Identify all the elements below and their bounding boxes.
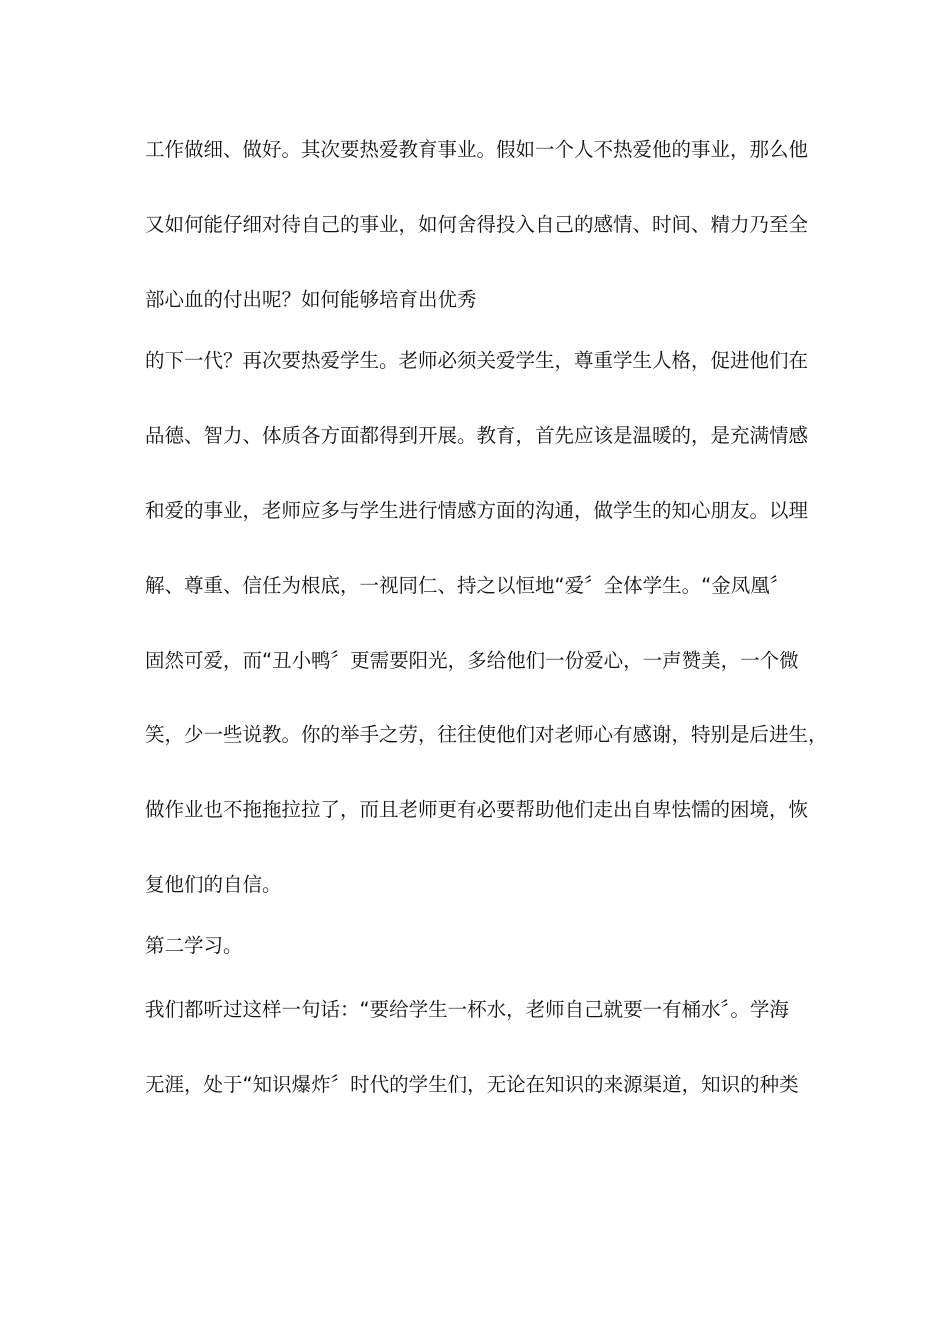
text-line: 品德、智力、体质各方面都得到开展。教育，首先应该是温暖的，是充满情感 — [145, 424, 809, 447]
section-heading: 第二学习。 — [145, 934, 243, 957]
text-line: 解、尊重、信任为根底，一视同仁、持之以恒地“爱〞全体学生。“金凤凰〞 — [145, 574, 790, 597]
text-line: 部心血的付出呢？如何能够培育出优秀 — [145, 288, 477, 311]
text-line: 固然可爱，而“丑小鸭〞更需要阳光，多给他们一份爱心，一声赞美，一个微 — [145, 649, 799, 672]
text-line: 笑，少一些说教。你的举手之劳，往往使他们对老师心有感谢，特别是后进生， — [145, 723, 828, 746]
text-line: 工作做细、做好。其次要热爱教育事业。假如一个人不热爱他的事业，那么他 — [145, 138, 809, 161]
text-line: 做作业也不拖拖拉拉了，而且老师更有必要帮助他们走出自卑怯懦的困境，恢 — [145, 798, 809, 821]
text-line: 和爱的事业，老师应多与学生进行情感方面的沟通，做学生的知心朋友。以理 — [145, 499, 809, 522]
text-line: 无涯，处于“知识爆炸〞时代的学生们，无论在知识的来源渠道，知识的种类 — [145, 1073, 799, 1096]
text-line: 的下一代？再次要热爱学生。老师必须关爱学生，尊重学生人格，促进他们在 — [145, 349, 809, 372]
text-line: 复他们的自信。 — [145, 873, 282, 896]
text-line: 我们都听过这样一句话：“要给学生一杯水，老师自己就要一有桶水〞。学海 — [145, 998, 789, 1021]
text-line: 又如何能仔细对待自己的事业，如何舍得投入自己的感情、时间、精力乃至全 — [145, 213, 809, 236]
